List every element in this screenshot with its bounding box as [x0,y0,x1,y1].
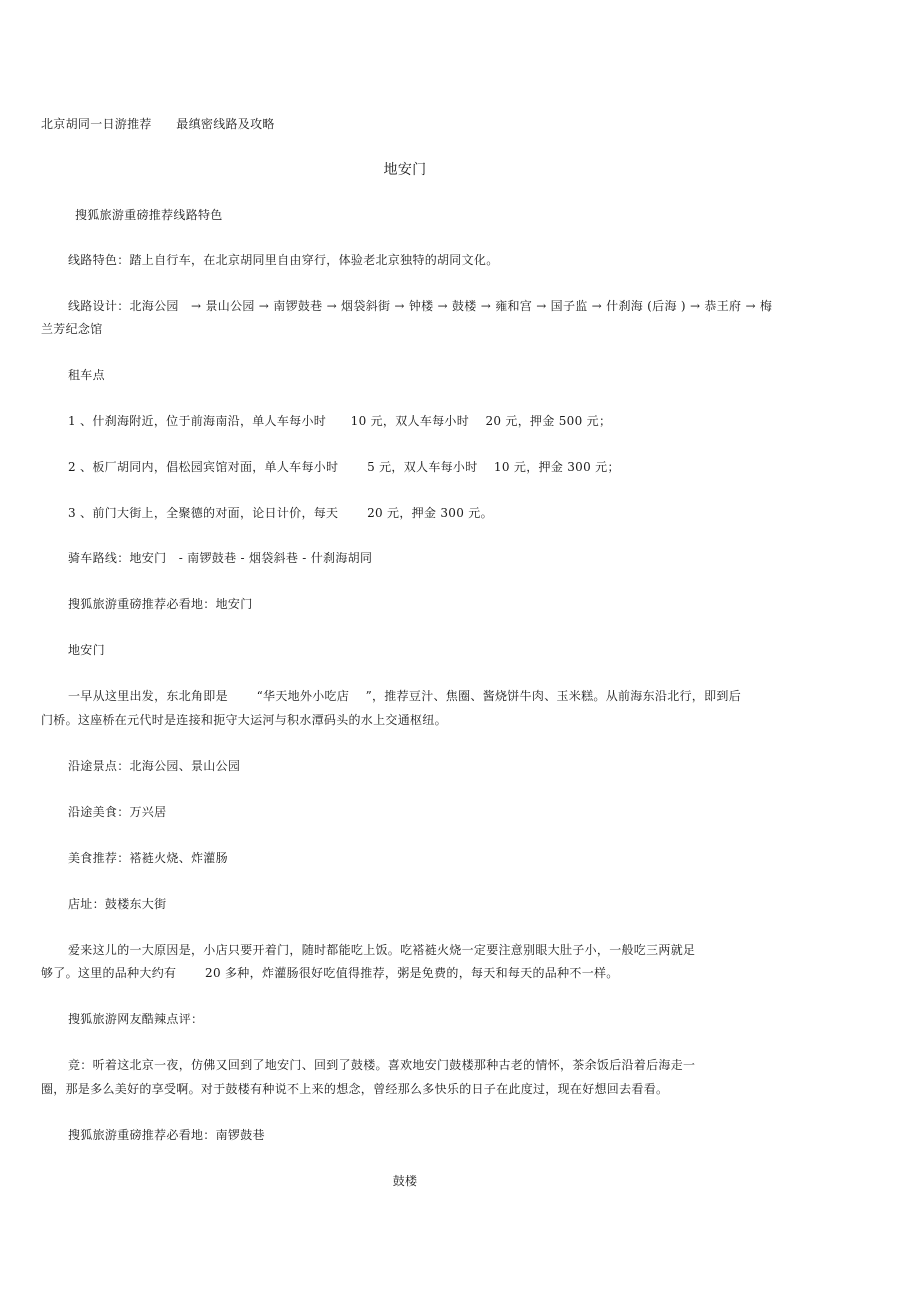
paragraph-2-line-2: 够了。这里的品种大约有 20 多种，炸灌肠很好吃值得推荐，粥是免费的，每天和每天的品种不一样。 [41,966,619,980]
document-header: 北京胡同一日游推荐 最缜密线路及攻略 [41,117,275,131]
sights: 沿途景点：北海公园、景山公园 [68,759,241,773]
subtitle: 搜狐旅游重磅推荐线路特色 [75,208,223,222]
bike-route: 骑车路线：地安门 - 南锣鼓巷 - 烟袋斜巷 - 什刹海胡同 [68,551,373,565]
paragraph-3-line-1: 竞：听着这北京一夜，仿佛又回到了地安门、回到了鼓楼。喜欢地安门鼓楼那种古老的情怀，茶余饭后沿着后海走一 [68,1058,696,1072]
review-heading: 搜狐旅游网友酷辣点评： [68,1012,204,1026]
rental-item-1: 1 、什刹海附近，位于前海南沿，单人车每小时 10 元，双人车每小时 20 元，押金 500 元； [68,414,612,428]
section-title: 地安门 [383,162,427,178]
rental-item-2: 2 、板厂胡同内，倡松园宾馆对面，单人车每小时 5 元，双人车每小时 10 元，押金 300 元； [68,460,620,474]
route-feature: 线路特色：踏上自行车，在北京胡同里自由穿行，体验老北京独特的胡同文化。 [68,253,499,267]
paragraph-3-line-2: 圈，那是多么美好的享受啊。对于鼓楼有种说不上来的想念，曾经那么多快乐的日子在此度过，现在好想回去看看。 [41,1082,669,1096]
place-heading-2: 鼓楼 [392,1174,418,1188]
must-see-1: 搜狐旅游重磅推荐必看地：地安门 [68,597,253,611]
food-recommendation: 美食推荐：褡裢火烧、炸灌肠 [68,851,228,865]
shop-address: 店址：鼓楼东大街 [68,897,167,911]
route-design-line-1: 线路设计：北海公园 → 景山公园 → 南锣鼓巷 → 烟袋斜街 → 钟楼 → 鼓楼 → 雍和宫 → 国子监 → 什刹海 (后海 ) → 恭王府 → 梅 [68,299,773,313]
route-design-line-2: 兰芳纪念馆 [41,322,103,336]
paragraph-2-line-1: 爱来这儿的一大原因是，小店只要开着门，随时都能吃上饭。吃褡裢火烧一定要注意别眼大肚子小，一般吃三两就足 [68,943,696,957]
paragraph-1-line-2: 门桥。这座桥在元代时是连接和扼守大运河与积水潭码头的水上交通枢纽。 [41,713,447,727]
paragraph-1-line-1: 一早从这里出发，东北角即是 “华天地外小吃店 ”，推荐豆汁、焦圈、酱烧饼牛肉、玉米糕。从前海东沿北行，即到后 [68,689,742,703]
rental-heading: 租车点 [68,368,105,382]
place-heading-1: 地安门 [68,643,105,657]
food: 沿途美食：万兴居 [68,805,167,819]
rental-item-3: 3 、前门大街上，全聚德的对面，论日计价，每天 20 元，押金 300 元。 [68,506,493,520]
must-see-2: 搜狐旅游重磅推荐必看地：南锣鼓巷 [68,1128,265,1142]
